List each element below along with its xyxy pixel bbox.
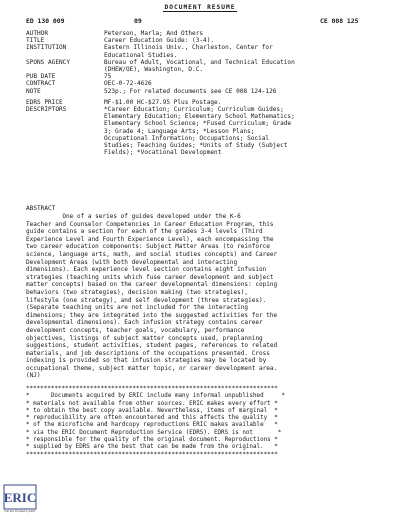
- disclaimer-line: ***********************************************************************: [26, 386, 278, 392]
- meta-value: Peterson, Marla; And Others: [104, 30, 204, 37]
- disclaimer-line: * supplied by EDRS are the best that can be made from the original. *: [26, 444, 278, 451]
- meta-value: OEC-0-72-4626: [104, 80, 152, 88]
- abstract-line: (NJ): [26, 372, 41, 380]
- meta-label: PUB DATE: [26, 73, 56, 81]
- abstract-line: objectives, listings of subject matter concepts used, preplanning: [26, 334, 263, 342]
- abstract-line: materials, and job descriptions of the occupations presented. Cross: [26, 349, 270, 357]
- meta-row: [26, 106, 386, 156]
- meta-label: EDRS PRICE: [26, 98, 63, 106]
- meta-row: [26, 59, 386, 73]
- abstract-line: strategies (teaching units which fuse career development and subject: [26, 273, 274, 281]
- eric-logo-caption: Full Text Provided by ERIC: [4, 510, 36, 513]
- abstract-line: two career education components: Subject Matter Areas (to reinforce: [26, 243, 270, 251]
- abstract-text: [26, 213, 360, 380]
- ce-number: CE 008 125: [320, 17, 359, 25]
- document-title: [0, 4, 400, 11]
- clearinghouse-code: 09: [134, 17, 142, 25]
- meta-row: [26, 99, 386, 106]
- meta-label: CONTRACT: [26, 80, 56, 88]
- meta-label: AUTHOR: [26, 30, 49, 37]
- meta-label: INSTITUTION: [26, 44, 67, 52]
- abstract-line: occupational theme, subject matter topic, or career development area.: [26, 364, 278, 372]
- meta-value: *Career Education; Curriculum; Curriculum Guides; Elementary Education; Elementary School Mathematics; Elementary School Science; *Fused Curriculum; Grade 3; Grade 4; Language Arts; *Lesson Plans; Occupational Information; Occupations; Social Studies; Teaching Guides; *Units of Study (Subject Fields); *Vocational Development: [104, 106, 295, 157]
- meta-value: 523p.; For related documents see CE 008 124-126: [104, 87, 277, 95]
- abstract-line: (Separate teaching units are not included for the interacting: [26, 304, 249, 312]
- meta-row: [26, 73, 386, 80]
- abstract-line: indexing is provided so that infusion strategies may be located by: [26, 357, 267, 365]
- abstract-heading: ABSTRACT: [26, 205, 56, 212]
- identifier-line: [26, 17, 376, 27]
- meta-row: [26, 30, 386, 37]
- bibliographic-fields: [26, 30, 386, 156]
- abstract-line: behaviors (two strategies), decision making (two strategies),: [26, 288, 249, 296]
- abstract-line: matter concepts) based on the career developmental dimensions: coping: [26, 281, 278, 289]
- abstract-line: suggestions, student activities, student pages, references to related: [26, 342, 278, 350]
- disclaimer-line: * Documents acquired by ERIC include many informal unpublished *: [26, 393, 285, 400]
- disclaimer-line: ***********************************************************************: [26, 451, 278, 458]
- document-title-text: DOCUMENT RESUME: [164, 4, 236, 11]
- abstract-line: One of a series of guides developed under the K-6: [26, 213, 241, 220]
- abstract-line: Teacher and Counselor Competencies in Career Education Program, this: [26, 220, 274, 228]
- disclaimer-line: * to obtain the best copy available. Nevertheless, items of marginal *: [26, 407, 278, 414]
- meta-row: [26, 88, 386, 95]
- meta-value: MF-$1.00 HC-$27.95 Plus Postage.: [104, 98, 222, 106]
- meta-value: 75: [104, 73, 112, 81]
- ed-number: ED 130 009: [26, 17, 65, 25]
- meta-row: [26, 37, 386, 44]
- disclaimer-line: * materials not available from other sources. ERIC makes every effort *: [26, 400, 278, 407]
- abstract-line: guide contains a section for each of the grades 3-4 levels (Third: [26, 228, 263, 236]
- abstract-line: science, language arts, math, and social studies concepts) and Career: [26, 250, 278, 258]
- disclaimer-line: * of the microfiche and hardcopy reproductions ERIC makes available *: [26, 422, 278, 429]
- meta-label: TITLE: [26, 37, 45, 45]
- abstract-line: dimensions). Each experience level section contains eight infusion: [26, 266, 267, 274]
- meta-value: Bureau of Adult, Vocational, and Technical Education (DHEW/OE), Washington, D.C.: [104, 58, 295, 74]
- abstract-line: development concepts, teacher goals, vocabulary, performance: [26, 326, 245, 334]
- meta-label: NOTE: [26, 87, 41, 95]
- reproduction-disclaimer: [26, 386, 360, 459]
- disclaimer-line: * responsible for the quality of the original document. Reproductions *: [26, 437, 278, 444]
- eric-logo-text: ERIC: [3, 490, 37, 505]
- meta-row: [26, 80, 386, 87]
- meta-label: DESCRIPTORS: [26, 106, 67, 114]
- abstract-line: developmental dimensions). Each infusion strategy contains career: [26, 319, 263, 327]
- meta-row: [26, 44, 386, 58]
- abstract-line: lifestyle (one strategy), and self development (three strategies).: [26, 296, 267, 304]
- meta-value: Career Education Guide: (3-4).: [104, 37, 215, 45]
- meta-value: Eastern Illinois Univ., Charleston. Center for Educational Studies.: [104, 44, 273, 59]
- abstract-line: dimensions; they are integrated into the suggested activities for the: [26, 311, 278, 319]
- disclaimer-line: * reproducibility are often encountered and this affects the quality *: [26, 415, 278, 422]
- meta-label: SPONS AGENCY: [26, 58, 71, 66]
- disclaimer-line: * via the ERIC Document Reproduction Service (EDRS). EDRS is not *: [26, 429, 282, 436]
- abstract-line: Experience Level and Fourth Experience Level), each encompassing the: [26, 235, 274, 243]
- abstract-line: Development Areas (with both developmental and interacting: [26, 258, 238, 266]
